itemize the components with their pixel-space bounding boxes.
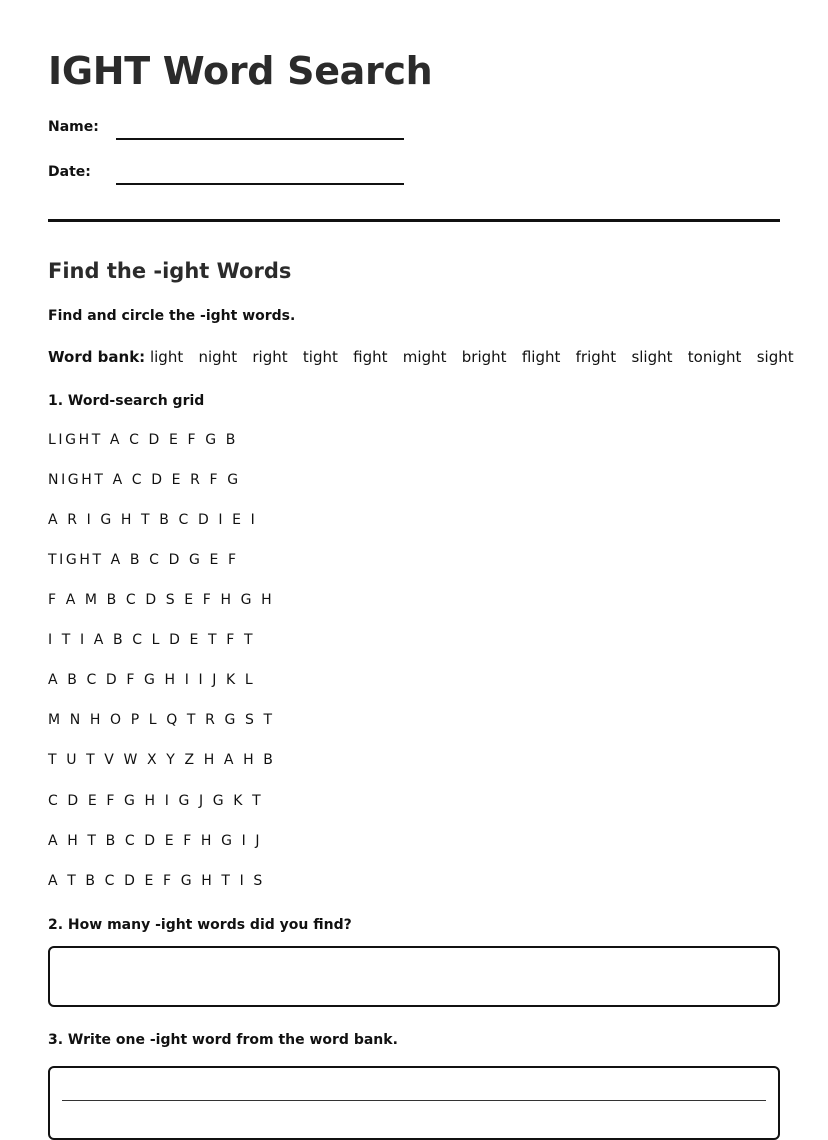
word-bank-word: fright: [575, 348, 617, 366]
page-title: IGHT Word Search: [48, 49, 433, 93]
section-divider: [48, 219, 780, 222]
question-3-answer-box[interactable]: [48, 1066, 780, 1140]
date-label: Date:: [48, 164, 91, 180]
grid-row: A B C D F G H I I J K L: [48, 672, 256, 688]
word-bank-word: sight: [756, 348, 794, 366]
word-bank-word: tight: [302, 348, 338, 366]
grid-row: A T B C D E F G H T I S: [48, 873, 265, 889]
word-bank-word: slight: [631, 348, 673, 366]
word-bank-word: fight: [353, 348, 388, 366]
answer-writing-line: [62, 1100, 766, 1101]
word-bank-word: light: [149, 348, 184, 366]
grid-row: I T I A B C L D E T F T: [48, 632, 256, 648]
grid-row: C D E F G H I G J G K T: [48, 793, 264, 809]
question-3-label: 3. Write one -ight word from the word bank.: [48, 1032, 398, 1048]
word-bank-word: might: [402, 348, 447, 366]
question-2-answer-box[interactable]: [48, 946, 780, 1007]
word-bank-word: tonight: [687, 348, 742, 366]
word-bank-word: flight: [521, 348, 561, 366]
question-2-label: 2. How many -ight words did you find?: [48, 917, 352, 933]
grid-row: F A M B C D S E F H G H: [48, 592, 275, 608]
grid-row: TIGHT A B C D G E F: [48, 552, 239, 568]
section-title: Find the -ight Words: [48, 259, 292, 283]
instruction-text: Find and circle the -ight words.: [48, 308, 296, 324]
question-1-label: 1. Word-search grid: [48, 393, 205, 409]
grid-row: T U T V W X Y Z H A H B: [48, 752, 276, 768]
word-bank-word: night: [198, 348, 238, 366]
word-bank-word: bright: [461, 348, 507, 366]
word-bank-word: right: [252, 348, 288, 366]
name-label: Name:: [48, 119, 99, 135]
grid-row: M N H O P L Q T R G S T: [48, 712, 275, 728]
grid-row: A R I G H T B C D I E I: [48, 512, 258, 528]
word-bank: [48, 346, 804, 368]
grid-row: NIGHT A C D E R F G: [48, 472, 241, 488]
grid-row: A H T B C D E F H G I J: [48, 833, 263, 849]
grid-row: LIGHT A C D E F G B: [48, 432, 238, 448]
name-field[interactable]: [116, 138, 404, 140]
word-bank-label: Word bank:: [48, 348, 146, 366]
date-field[interactable]: [116, 183, 404, 185]
